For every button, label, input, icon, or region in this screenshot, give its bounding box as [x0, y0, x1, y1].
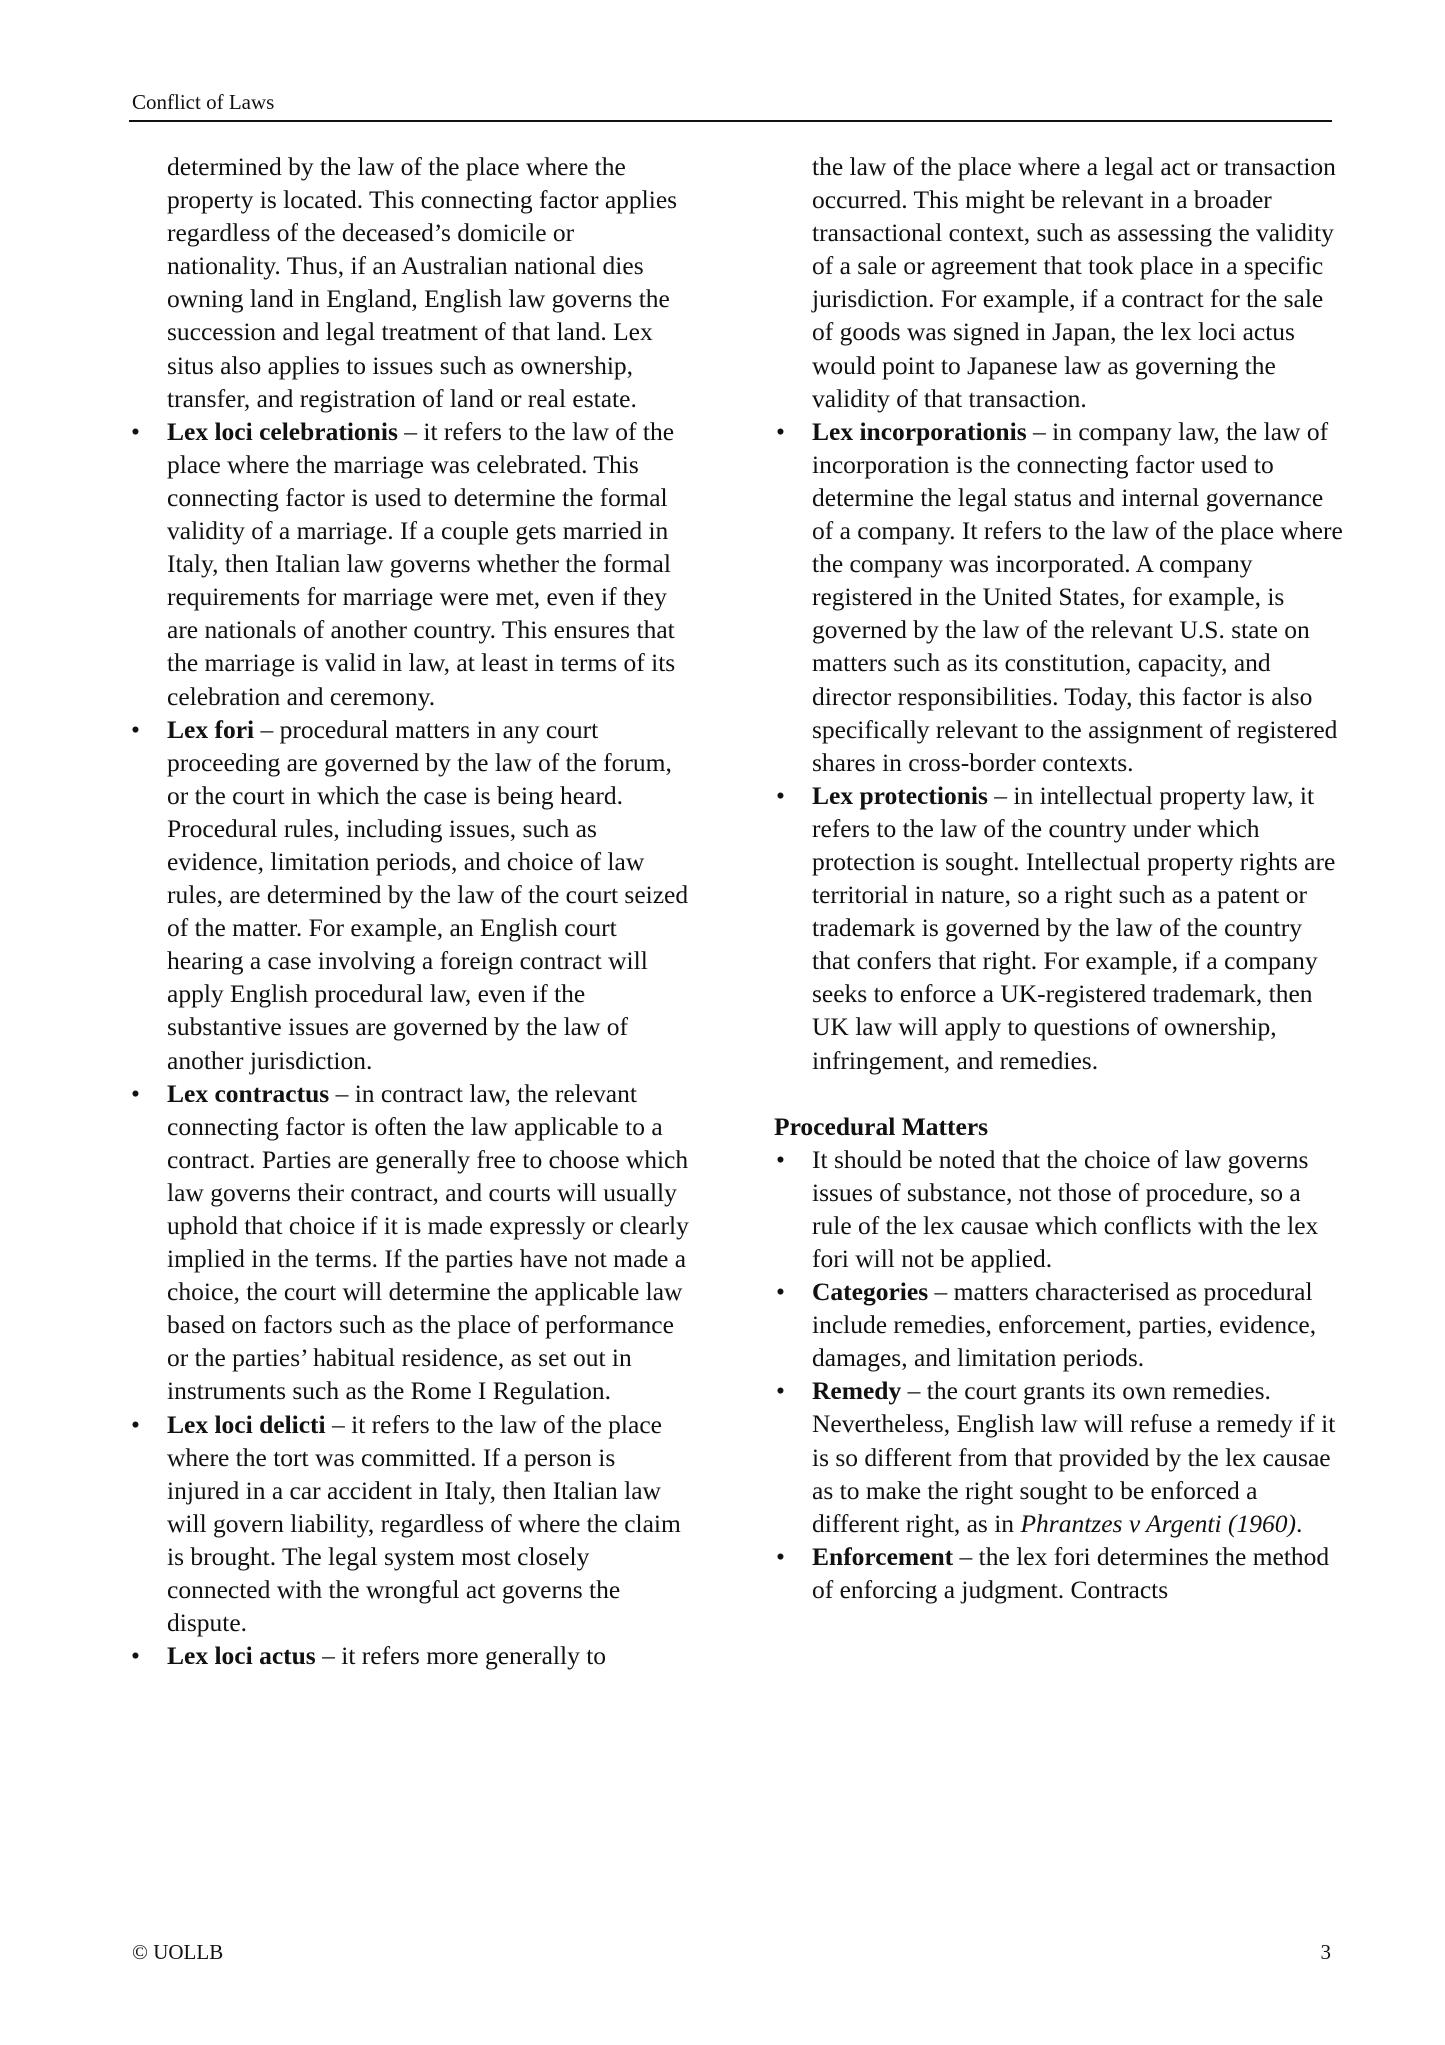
procedural-bullet-list [774, 1143, 1344, 1606]
bullet-icon: • [776, 780, 785, 810]
bullet-icon: • [131, 714, 140, 744]
footer-copyright: © UOLLB [132, 1940, 224, 1964]
case-citation: Phrantzes v Argenti (1960) [1020, 1508, 1296, 1538]
definition: – the lex fori determines the method of enforcing a judgment. Contracts [812, 1541, 1330, 1604]
list-item-lex-fori [129, 713, 689, 1077]
list-item-lex-loci-celebrationis [129, 415, 689, 713]
definition: – in intellectual property law, it refers to the law of the country under which protection is sought. Intellectual property rights are territorial in nature, so a right such as a patent or trademark is governed by the law of the country that confers that right. For example, if a company seeks to enforce a UK-registered trademark, then UK law will apply to questions of ownership, infringement, and remedies. [812, 780, 1336, 1075]
list-item-lex-loci-actus [129, 1639, 689, 1672]
left-column [129, 150, 689, 1672]
definition: – the court grants its own remedies. Nevertheless, English law will refuse a remedy if it is so different from that provided by the lex causae as to make the right sought to be enforced a different right, as in [812, 1376, 1336, 1538]
running-title: Conflict of Laws [132, 90, 275, 114]
list-item-remedy [774, 1374, 1344, 1539]
term: Lex loci celebrationis [167, 416, 398, 446]
definition: – it refers to the law of the place where the marriage was celebrated. This connecting factor is used to determine the formal validity of a marriage. If a couple gets married in Italy, then Italian law governs whether the formal requirements for marriage were met, even if they are nationals of another country. This ensures that the marriage is valid in law, at least in terms of its celebration and ceremony. [167, 416, 676, 711]
definition: – procedural matters in any court proceeding are governed by the law of the forum, or the court in which the case is being heard. Procedural rules, including issues, such as evidence, limitation periods, and choice of law rules, are determined by the law of the court seized of the matter. For example, an English court hearing a case involving a foreign contract will apply English procedural law, even if the substantive issues are governed by the law of another jurisdiction. [167, 714, 689, 1075]
definition: – in company law, the law of incorporation is the connecting factor used to determine the legal status and internal governance of a company. It refers to the law of the place where the company was incorporated. A company registered in the United States, for example, is governed by the law of the relevant U.S. state on matters such as its constitution, capacity, and director responsibilities. Today, this factor is also specifically relevant to the assignment of registered shares in cross-border contexts. [812, 416, 1343, 777]
bullet-icon: • [776, 1144, 785, 1174]
term: Categories [812, 1277, 929, 1307]
bullet-icon: • [131, 1078, 140, 1108]
section-heading-procedural-matters: Procedural Matters [774, 1111, 989, 1141]
list-item-enforcement [774, 1540, 1344, 1606]
definition: – it refers more generally to [315, 1641, 607, 1671]
definition: – it refers to the law of the place where the tort was committed. If a person is injured in a car accident in Italy, then Italian law will govern liability, regardless of where the claim is brought. The legal system most closely connected with the wrongful act governs the dispute. [167, 1409, 681, 1638]
definition: It should be noted that the choice of law governs issues of substance, not those of procedure, so a rule of the lex causae which conflicts with the lex fori will not be applied. [812, 1144, 1319, 1273]
definition-tail: . [1295, 1508, 1303, 1538]
term: Lex fori [167, 714, 255, 744]
continuation-paragraph: the law of the place where a legal act or transaction occurred. This might be relevant in a broader transactional context, such as assessing the validity of a sale or agreement that took place in a specific jurisdiction. For example, if a contract for the sale of goods was signed in Japan, the lex loci actus would point to Japanese law as governing the validity of that transaction. [812, 152, 1336, 413]
list-item-lex-contractus [129, 1077, 689, 1408]
bullet-icon: • [776, 1541, 785, 1571]
bullet-list [129, 415, 689, 1673]
term: Lex protectionis [812, 780, 988, 810]
term: Lex loci delicti [167, 1409, 326, 1439]
list-item-categories [774, 1275, 1344, 1374]
definition: – matters characterised as procedural include remedies, enforcement, parties, evidence, damages, and limitation periods. [812, 1277, 1317, 1373]
term: Lex incorporationis [812, 416, 1027, 446]
term: Lex contractus [167, 1078, 330, 1108]
bullet-icon: • [776, 1376, 785, 1406]
bullet-icon: • [776, 416, 785, 446]
list-item-lex-loci-delicti [129, 1408, 689, 1640]
term: Remedy [812, 1376, 902, 1406]
list-item-choice-of-law-note [774, 1143, 1344, 1275]
page-number: 3 [1320, 1940, 1331, 1964]
term: Enforcement [812, 1541, 954, 1571]
bullet-icon: • [131, 416, 140, 446]
bullet-icon: • [131, 1641, 140, 1671]
definition: – in contract law, the relevant connecting factor is often the law applicable to a contract. Parties are generally free to choose which law governs their contract, and courts will usually uphold that choice if it is made expressly or clearly implied in the terms. If the parties have not made a choice, the court will determine the applicable law based on factors such as the place of performance or the parties’ habitual residence, as set out in instruments such as the Rome I Regulation. [167, 1078, 689, 1406]
right-column [774, 150, 1344, 1606]
list-item-lex-protectionis [774, 779, 1344, 1077]
list-item-lex-incorporationis [774, 415, 1344, 779]
term: Lex loci actus [167, 1641, 316, 1671]
bullet-list [774, 415, 1344, 1077]
bullet-icon: • [776, 1277, 785, 1307]
page-header [129, 88, 1332, 122]
continuation-paragraph: determined by the law of the place where the property is located. This connecting factor applies regardless of the deceased’s domicile or nationality. Thus, if an Australian national dies owning land in England, English law governs the succession and legal treatment of that land. Lex situs also applies to issues such as ownership, transfer, and registration of land or real estate. [167, 152, 678, 413]
bullet-icon: • [131, 1409, 140, 1439]
